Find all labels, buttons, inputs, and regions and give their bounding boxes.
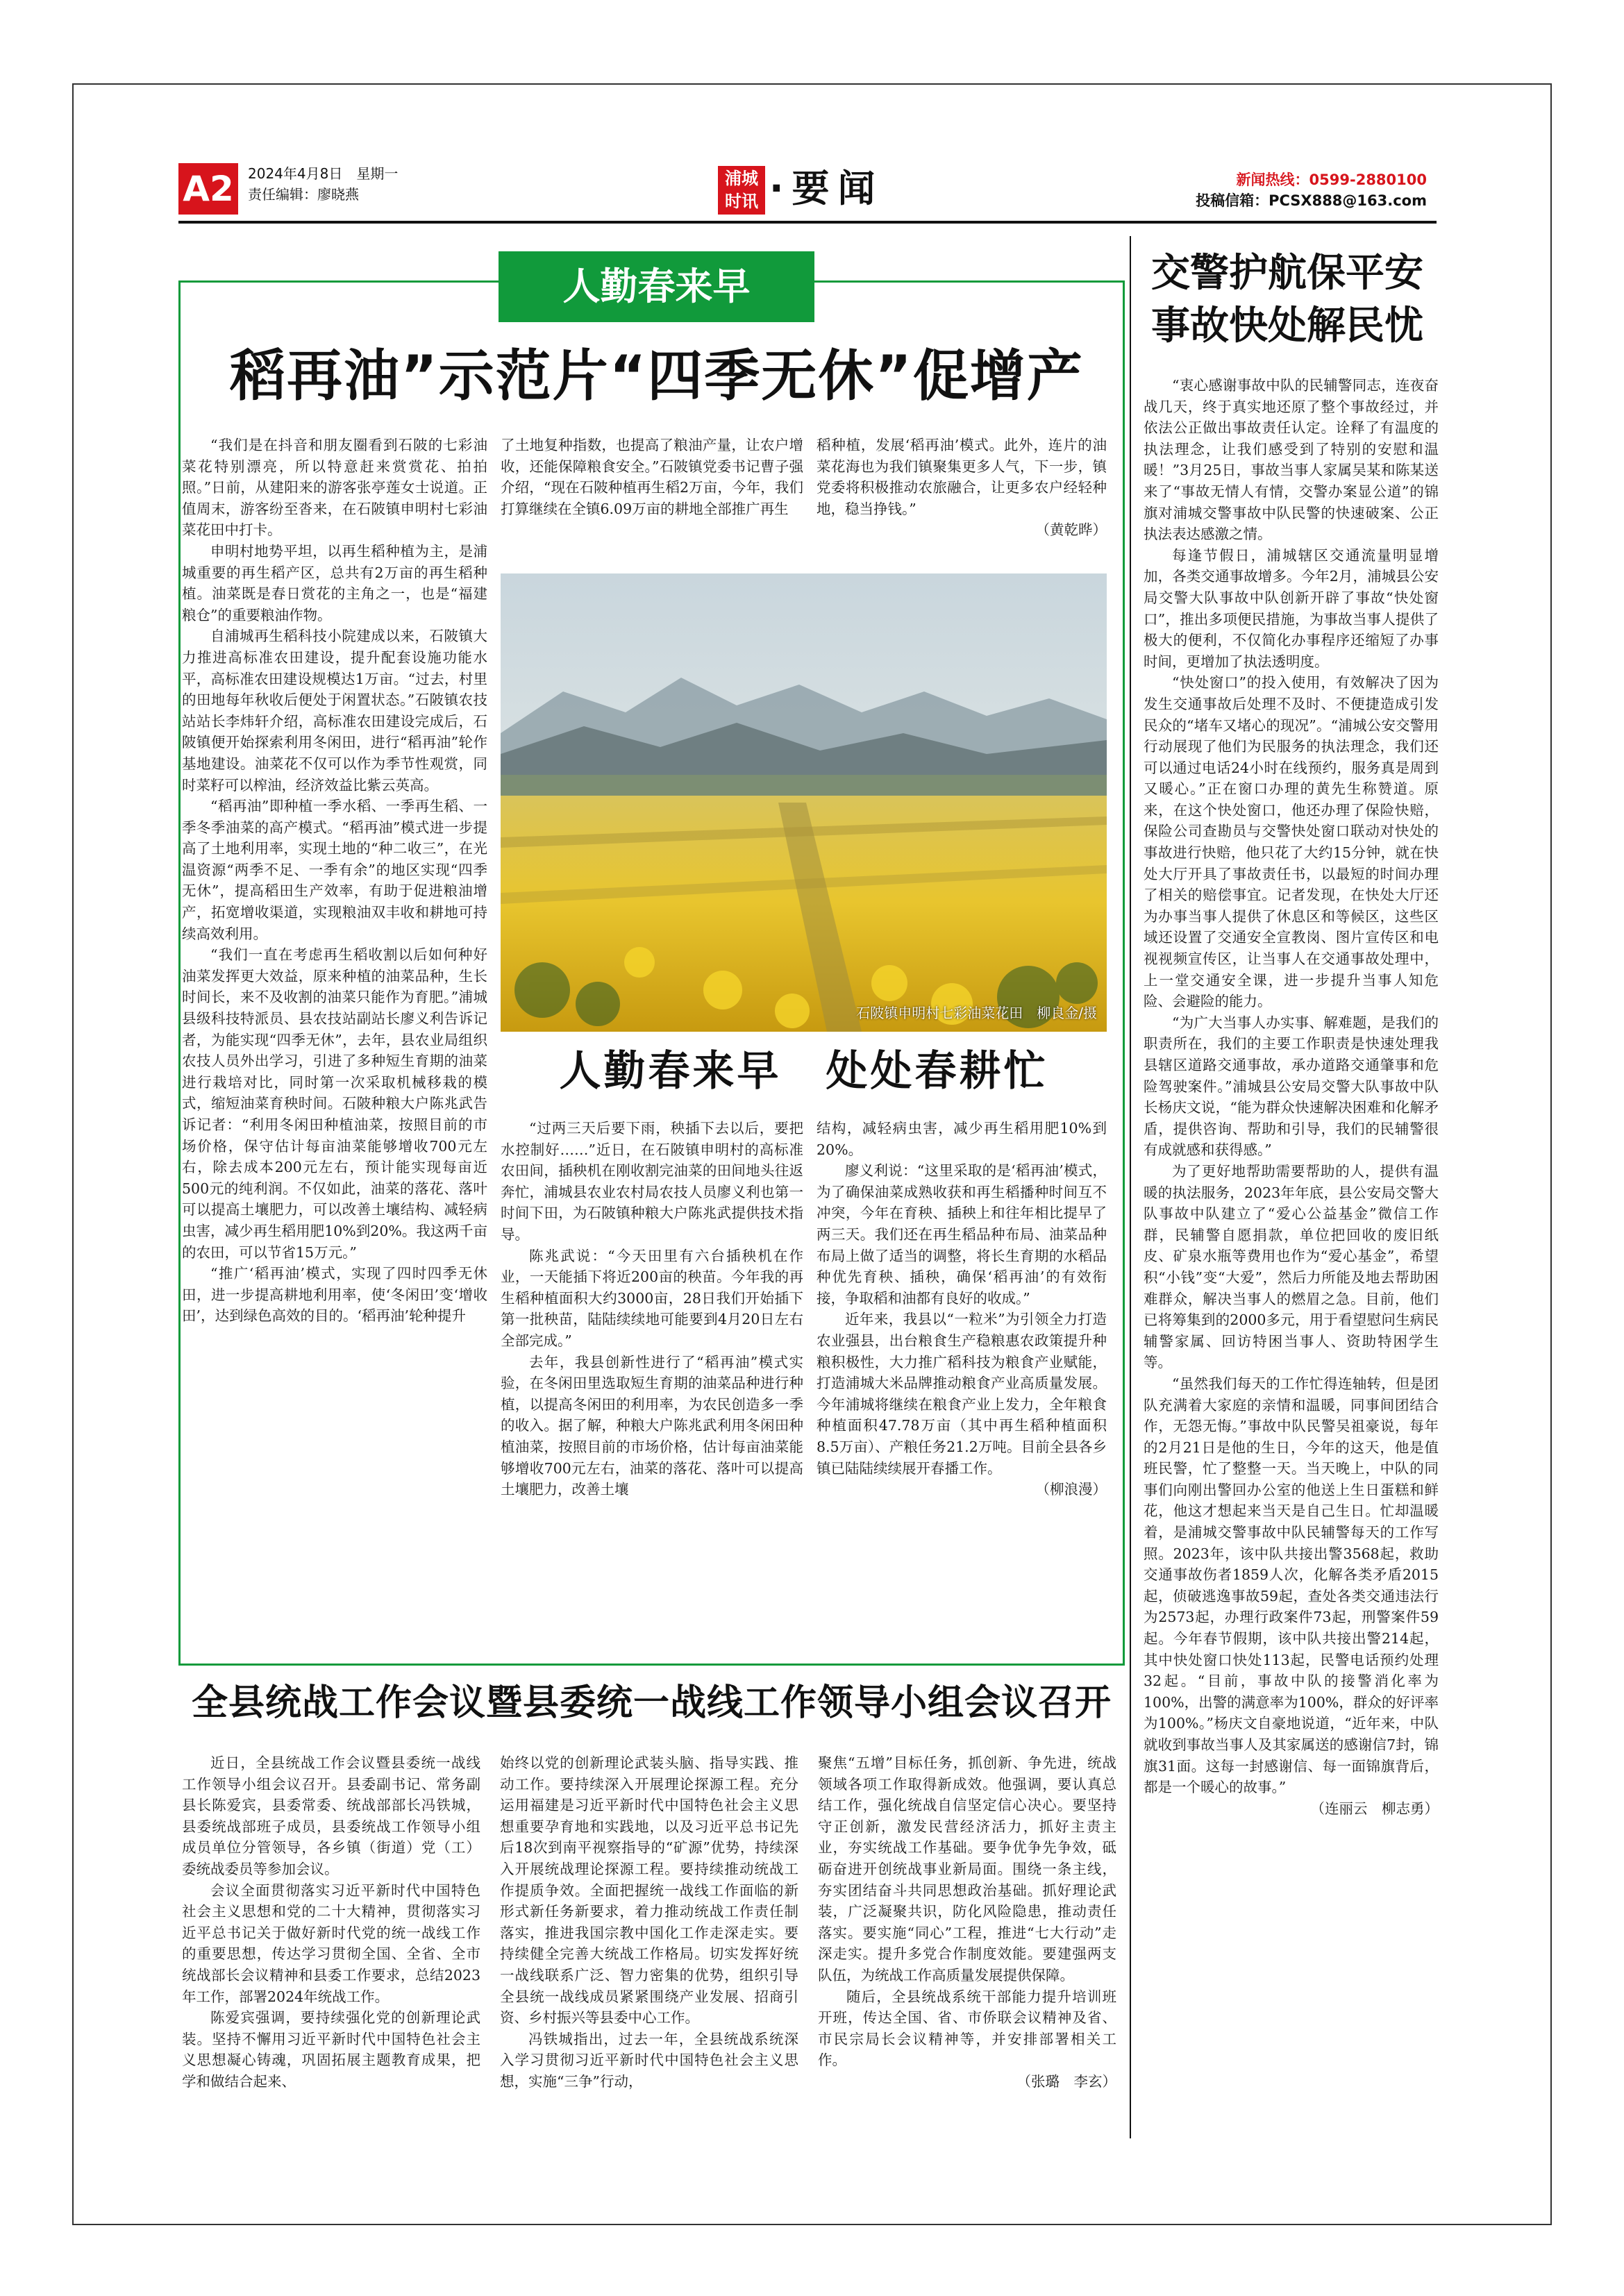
paragraph: 聚焦“五增”目标任务，抓创新、争先进，统战领域各项工作取得新成效。他强调，要认真总结工作，强化统战自信坚定信心决心。要坚持守正创新，激发民营经济活力，抓好主责主业，夯实统战工作基础。要争优争先争效，砥砺奋进开创统战事业新局面。围绕一条主线，夯实团结奋斗共同思想政治基础。抓好理论武装，广泛凝聚共识，防化风险隐患，推动责任落实。要实施“同心”工程，推进“七大行动”走深走实。提升多党合作制度效能。要建强两支队伍，为统战工作高质量发展提供保障。 [818,1754,1116,1984]
paragraph: 始终以党的创新理论武装头脑、指导实践、推动工作。要持续深入开展理论探源工程。充分运用福建是习近平新时代中国特色社会主义思想重要孕育地和实践地，以及习近平总书记先后18次到南平视察指导的“矿源”优势，持续深入开展统战理论探源工程。要持续推动统战工作提质争效。全面把握统一战线工作面临的新形式新任务新要求，着力推动统战工作责任制落实，推进我国宗教中国化工作走深走实。要持续健全完善大统战工作格局。切实发挥好统一战线联系广泛、智力密集的优势，组织引导全县统一战线成员紧紧围绕产业发展、招商引资、乡村振兴等县委中心工作。 [500,1754,798,2027]
paragraph: 随后，全县统战系统干部能力提升培训班开班，传达全国、省、市侨联会议精神及省、市民宗局长会议精神等，并安排部署相关工作。 [818,1988,1116,2069]
paragraph: 申明村地势平坦，以再生稻种植为主，是浦城重要的再生稻产区，总共有2万亩的再生稻种植。油菜既是春日赏花的主角之一，也是“福建粮仓”的重要粮油作物。 [182,542,487,623]
photo-caption: 石陂镇申明村七彩油菜花田 柳良金/摄 [856,1005,1097,1021]
paragraph: 廖义利说：“这里采取的是‘稻再油’模式，为了确保油菜成熟收获和再生稻播种时间互不冲突，今年在育秧、插秧上和往年相比提早了两三天。我们还在再生稻品种布局、油菜品种布局上做了适当的调整，将长生育期的水稻品种优先育秧、插秧，确保‘稻再油’的有效衔接，争取稻和油都有良好的收成。” [817,1162,1107,1307]
paragraph: （连丽云 柳志勇） [1310,1800,1439,1817]
story1-column-1 [182,435,487,1657]
page-number: A2 [178,163,238,215]
paragraph: （张璐 李玄） [1016,2072,1116,2090]
story2-column-3 [818,1752,1116,2141]
story1-headline: 稻再油”示范片“四季无休”促增产 [230,344,1084,408]
contact-block [1196,169,1427,211]
paragraph: 了土地复种指数，也提高了粮油产量，让农户增收，还能保障粮食安全。”石陂镇党委书记曹子强介绍，“现在石陂种植再生稻2万亩，今年，我们打算继续在全镇6.09万亩的耕地全部推广再生 [501,437,803,517]
story1-subhead: 人勤春来早 处处春耕忙 [559,1047,1048,1096]
editor-credit: 责任编辑：廖晓燕 [248,186,359,203]
paragraph: 为了更好地帮助需要帮助的人，提供有温暖的执法服务，2023年年底，县公安局交警大队事故中队建立了“爱心公益基金”微信工作群，民辅警自愿捐款，单位把回收的废旧纸皮、矿泉水瓶等费用也作为“爱心基金”，希望积“小钱”变“大爱”，然后力所能及地去帮助困难群众，解决当事人的燃眉之急。目前，他们已将筹集到的2000多元，用于看望慰问生病民辅警家属、回访特困当事人、资助特困学生等。 [1144,1162,1439,1371]
story1-column-2-bottom [501,1118,803,1663]
paragraph: （黄乾晔） [1035,521,1107,539]
story2-column-1 [182,1752,480,2141]
paragraph: （柳浪漫） [1035,1481,1107,1498]
paragraph: 每逢节假日，浦城辖区交通流量明显增加，各类交通事故增多。今年2月，浦城县公安局交警大队事故中队创新开辟了事故“快处窗口”，推出多项便民措施，为事故当事人提供了极大的便利，不仅简化办事程序还缩短了办事时间，更增加了执法透明度。 [1144,546,1439,670]
logo-text: 浦城 时讯 [725,169,758,211]
story1-column-2-top [501,435,803,567]
paragraph: 结构，减轻病虫害，减少再生稻用肥10%到20%。 [817,1120,1107,1158]
submission-email: 投稿信箱：PCSX888@163.com [1196,192,1427,209]
section-title: ·要闻 [769,167,884,210]
paragraph: 会议全面贯彻落实习近平新时代中国特色社会主义思想和党的二十大精神，贯彻落实习近平总书记关于做好新时代党的统一战线工作的重要思想，传达学习贯彻全国、全省、全市统战部长会议精神和县委工作要求，总结2023年工作，部署2024年统战工作。 [182,1882,480,2005]
paragraph: “衷心感谢事故中队的民辅警同志，连夜奋战几天，终于真实地还原了整个事故经过，并依法公正做出事故责任认定。诠释了有温度的执法理念，让我们感受到了特别的安慰和温暖！”3月25日，事故当事人家属吴某和陈某送来了“事故无情人有情，交警办案显公道”的锦旗对浦城交警事故中队民警的快速破案、公正执法表达感激之情。 [1144,377,1439,543]
paragraph: 稻种植，发展‘稻再油’模式。此外，连片的油菜花海也为我们镇聚集更多人气，下一步，镇党委将积极推动农旅融合，让更多农户经轻种地，稳当挣钱。” [817,437,1107,517]
story3-headline: 交警护航保平安 事故快处解民忧 [1151,250,1423,349]
paragraph: 冯铁城指出，过去一年，全县统战系统深入学习贯彻习近平新时代中国特色社会主义思想，实施“三争”行动， [500,2030,798,2090]
story1-column-3-bottom [817,1118,1107,1663]
paragraph: “推广‘稻再油’模式，实现了四时四季无休田，进一步提高耕地利用率，使‘冬闲田’变‘增收田’，达到绿色高效的目的。‘稻再油’轮种提升 [182,1265,487,1325]
rapeseed-field-photo [501,573,1107,1032]
paragraph: “快处窗口”的投入使用，有效解决了因为发生交通事故后处理不及时、不便捷造成引发民众的“堵车又堵心的现况”。“浦城公安交警用行动展现了他们为民服务的执法理念，我们还可以通过电话24小时在线预约，服务真是周到又暖心。”正在窗口办理的黄先生称赞道。原来，在这个快处窗口，他还办理了保险快赔，保险公司查勘员与交警快处窗口联动对快处的事故进行快赔，他只花了大约15分钟，就在快处大厅开具了事故责任书，以最短的时间办理了相关的赔偿事宜。记者发现，在快处大厅还为办事当事人提供了休息区和等候区，这些区域还设置了交通安全宣教岗、图片宣传区和电视视频宣传区，让当事人在交通事故处理中，上一堂交通安全课，进一步提升当事人知危险、会避险的能力。 [1144,674,1439,1010]
paragraph: “我们是在抖音和朋友圈看到石陂的七彩油菜花特别漂亮，所以特意赶来赏赏花、拍拍照。”日前，从建阳来的游客张亭莲女士说道。正值周末，游客纷至沓来，在石陂镇申明村七彩油菜花田中打卡。 [182,437,487,539]
story2-column-2 [500,1752,798,2141]
paragraph: 去年，我县创新性进行了“稻再油”模式实验，在冬闲田里选取短生育期的油菜品种进行种植，以提高冬闲田的利用率，为农民创造多一季的收入。据了解，种粮大户陈兆武利用冬闲田种植油菜，按照目前的市场价格，估计每亩油菜能够增收700元左右，油菜的落花、落叶可以提高土壤肥力，改善土壤 [501,1353,803,1498]
newspaper-logo [718,166,765,215]
paragraph: 近年来，我县以“一粒米”为引领全力打造农业强县，出台粮食生产稳粮惠农政策提升种粮积极性，大力推广稻科技为粮食产业赋能，打造浦城大米品牌推动粮食产业高质量发展。今年浦城将继续在粮食产业上发力，全年粮食种植面积47.78万亩（其中再生稻种植面积8.5万亩）、产粮任务21.2万吨。目前全县各乡镇已陆陆续续展开春播工作。 [817,1311,1107,1477]
paragraph: “过两三天后要下雨，秧插下去以后，要把水控制好……”近日，在石陂镇申明村的高标准农田间，插秧机在刚收割完油菜的田间地头往返奔忙，浦城县农业农村局农技人员廖义利也第一时间下田，为石陂镇种粮大户陈兆武提供技术指导。 [501,1120,803,1243]
news-hotline: 新闻热线：0599-2880100 [1236,171,1427,188]
paragraph: 陈兆武说：“今天田里有六台插秧机在作业，一天能插下将近200亩的秧苗。今年我的再生稻种植面积大约3000亩，28日我们开始插下第一批秧苗，陆陆续续地可能要到4月20日左右全部完成。” [501,1247,803,1349]
story3-body [1144,375,1439,2142]
paragraph: “稻再油”即种植一季水稻、一季再生稻、一季冬季油菜的高产模式。“稻再油”模式进一步提高了土地利用率，实现土地的“种二收三”，在光温资源“两季不足、一季有余”的地区实现“四季无休”，提高稻田生产效率，有助于促进粮油增产，拓宽增收渠道，实现粮油双丰收和耕地可持续高效利用。 [182,798,487,942]
story2-headline: 全县统战工作会议暨县委统一战线工作领导小组会议召开 [191,1682,1112,1724]
paragraph: “我们一直在考虑再生稻收割以后如何种好油菜发挥更大效益，原来种植的油菜品种，生长时间长，来不及收割的油菜只能作为育肥。”浦城县级科技特派员、县农技站副站长廖义利告诉记者，为能实现“四季无休”，去年，县农业局组织农技人员外出学习，引进了多种短生育期的油菜进行栽培对比，同时第一次采取机械移栽的模式，缩短油菜育秧时间。石陂种粮大户陈兆武告诉记者：“利用冬闲田种植油菜，按照目前的市场价格，保守估计每亩油菜能够增收700元左右，除去成本200元左右，预计能实现每亩近500元的纯利润。不仅如此，油菜的落花、落叶可以提高土壤肥力，可以改善土壤结构、减轻病虫害，减少再生稻用肥10%到20%。我这两千亩的农田，可以节省15万元。” [182,946,487,1261]
header-rule [178,221,1437,224]
paragraph: “虽然我们每天的工作忙得连轴转，但是团队充满着大家庭的亲情和温暖，同事间团结合作，无怨无悔。”事故中队民警吴祖豪说，每年的2月21日是他的生日，今年的这天，他是值班民警，忙了整整一天。当天晚上，中队的同事们向刚出警回办公室的他送上生日蛋糕和鲜花，他这才想起来当天是自己生日。忙却温暖着，是浦城交警事故中队民辅警每天的工作写照。2023年，该中队共接出警3568起，救助交通事故伤者1859人次，化解各类矛盾2015起，侦破逃逸事故59起，查处各类交通违法行为2573起，办理行政案件73起，刑警案件59起。今年春节假期，该中队共接出警214起，其中快处窗口快处113起，民警电话预约处理32起。“目前，事故中队的接警消化率为100%，出警的满意率为100%，群众的好评率为100%。”杨庆文自豪地说道，“近年来，中队就收到事故当事人及其家属送的感谢信7封，锦旗31面。这每一封感谢信、每一面锦旗背后，都是一个暖心的故事。” [1144,1375,1439,1796]
story1-column-3-top [817,435,1107,567]
column-divider [1130,236,1131,2138]
feature-tag: 人勤春来早 [499,251,814,322]
paragraph: 自浦城再生稻科技小院建成以来，石陂镇大力推进高标准农田建设，提升配套设施功能水平，高标准农田建设规模达1万亩。“过去，村里的田地每年秋收后便处于闲置状态。”石陂镇农技站站长李炜轩介绍，高标准农田建设完成后，石陂镇便开始探索利用冬闲田，进行“稻再油”轮作基地建设。油菜花不仅可以作为季节性观赏，同时菜籽可以榨油，经济效益比紫云英高。 [182,628,487,794]
paragraph: 陈爱宾强调，要持续强化党的创新理论武装。坚持不懈用习近平新时代中国特色社会主义思想凝心铸魂，巩固拓展主题教育成果，把学和做结合起来、 [182,2009,480,2090]
issue-date: 2024年4月8日 星期一 [248,165,399,182]
paragraph: 近日，全县统战工作会议暨县委统一战线工作领导小组会议召开。县委副书记、常务副县长陈爱宾，县委常委、统战部部长冯铁城，县委统战部班子成员，县委统战工作领导小组成员单位分管领导，各乡镇（街道）党（工）委统战委员等参加会议。 [182,1754,480,1877]
paragraph: “为广大当事人办实事、解难题，是我们的职责所在，我们的主要工作职责是快速处理我县辖区道路交通事故，承办道路交通肇事和危险驾驶案件。”浦城县公安局交警大队事故中队长杨庆文说，“能为群众快速解决困难和化解矛盾，提供咨询、帮助和引导，我们的民辅警很有成就感和获得感。” [1144,1014,1439,1159]
photo-image [501,573,1107,1032]
